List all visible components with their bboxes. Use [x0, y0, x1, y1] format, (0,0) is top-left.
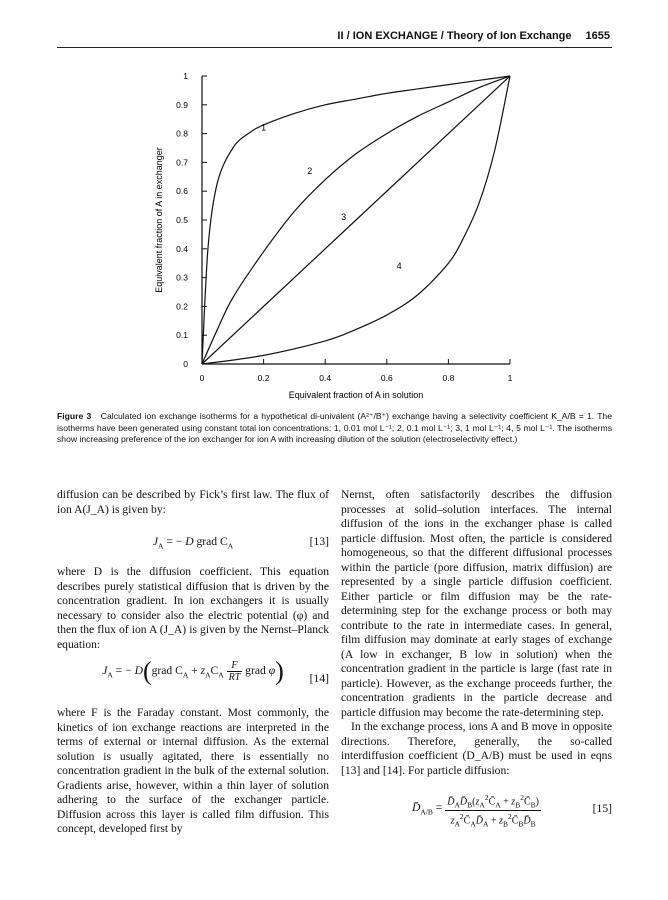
y-tick-label: 0.5	[176, 215, 188, 225]
y-axis-title: Equivalent fraction of A in exchanger	[154, 147, 164, 293]
left-paragraph-2: where D is the diffusion coefficient. This equation describes purely statistical diffusion that is driven by the concentration gradient. In ion exchangers it is usually necessary to consider also the electric potential (φ) and then the flux of ion A (J_A) is given by the Nernst–Planck equation:	[57, 565, 329, 651]
equation-15: $D̄_{A/B}$ = $\frac{D̄_AD̄_B(z_A^2C̄_A + z_B^2C̄_B)}{z_A^2C̄_AD̄_A + z_B^2C̄_BD̄_B}$ [15]	[412, 793, 612, 829]
y-tick-label: 0.3	[176, 272, 188, 283]
curve-label-1: 1	[261, 122, 267, 133]
right-column	[341, 488, 612, 830]
page-number: 1655	[585, 30, 610, 42]
curve-label-3: 3	[341, 212, 347, 222]
isotherm-chart	[150, 62, 530, 402]
x-tick-label: 0.8	[442, 373, 455, 383]
right-paragraph-2: In the exchange process, ions A and B move in opposite directions. Therefore, generally, the so-called interdiffusion coefficient (D_A/B) must be used in eqns [13] and [14]. For particle diffusion:	[341, 720, 612, 777]
curve-label-2: 2	[307, 165, 313, 176]
x-tick-label: 1	[507, 373, 513, 383]
caption-text: Calculated ion exchange isotherms for a hypothetical di-univalent (A²⁺/B⁺) exchange having a selectivity coefficient K_A/B = 1. The isotherms have been generated using constant total ion concentrations: 1, 0.01 mol L⁻¹; 2, 0.1 mol L⁻¹; 3, 1 mol L⁻¹; 4, 5 mol L⁻¹. The isotherms show increasing preference of the ion exchanger for ion A with increasing dilution of the solution (electroselectivity effect.)	[57, 411, 612, 445]
x-tick-label: 0.2	[257, 373, 270, 383]
right-paragraph-1: Nernst, often satisfactorily describes the diffusion processes at solid–solution interfaces. The internal diffusion of the ions in the exchanger phase is called particle diffusion. Most often, the particle is considered homogeneous, so that the different diffusional processes within the particle (pore diffusion, matrix diffusion) are represented by a single particle diffusion coefficient. Either particle or film diffusion may be the rate-determining step for the exchange process or both may contribute to the rate in intermediate cases. In general, film diffusion may dominate at early stages of exchange (A low in exchanger, B low in solution) when the concentration gradient in the particle is large (fast rate in particle). However, as the exchange proceeds further, the concentration gradients in the particle decrease and particle diffusion may become the rate-determining step.	[341, 488, 612, 719]
left-paragraph-3: where F is the Faraday constant. Most commonly, the kinetics of ion exchange reactions are interpreted in the terms of external or internal diffusion. As the external solution is usually agitated, there is essentially no concentration gradient in the bulk of the external solution. Gradients arise, however, within a thin layer of solution adhering to the surface of the exchanger particle. Diffusion across this layer is called film diffusion. This concept, developed first by	[57, 706, 329, 835]
curve-label-4: 4	[396, 260, 402, 271]
y-tick-label: 0.4	[176, 243, 188, 254]
running-title: II / ION EXCHANGE / Theory of Ion Exchange	[337, 30, 572, 42]
equation-13-number: [13]	[309, 535, 329, 548]
equation-14-number: [14]	[309, 672, 329, 685]
y-tick-label: 0.1	[176, 330, 188, 341]
isotherm-curve-3	[202, 76, 510, 364]
y-tick-label: 0.8	[176, 128, 188, 139]
x-tick-label: 0.6	[380, 373, 393, 383]
y-tick-label: 0.9	[176, 99, 188, 110]
header-rule	[57, 47, 612, 48]
figure-caption	[57, 411, 612, 446]
running-header	[0, 30, 610, 42]
equation-15-number: [15]	[592, 802, 612, 815]
y-tick-label: 0	[183, 359, 188, 369]
x-tick-label: 0	[199, 373, 205, 383]
y-tick-label: 1	[183, 71, 188, 81]
caption-label: Figure 3	[57, 411, 92, 421]
x-tick-label: 0.4	[319, 373, 332, 383]
x-axis-title: Equivalent fraction of A in solution	[288, 390, 424, 400]
left-paragraph-1: diffusion can be described by Fick’s first law. The flux of ion A(J_A) is given by:	[57, 488, 329, 516]
equation-14: $J_A$ = − D(grad $C_A + z_AC_A$ $\frac{F}{RT}$ grad φ) [14]	[102, 656, 329, 686]
y-tick-label: 0.6	[176, 186, 188, 197]
left-column	[57, 488, 329, 837]
y-tick-label: 0.7	[176, 157, 188, 168]
equation-13: $J_A$ = − D grad $C_A$ [13]	[152, 535, 329, 551]
y-tick-label: 0.2	[176, 301, 188, 312]
